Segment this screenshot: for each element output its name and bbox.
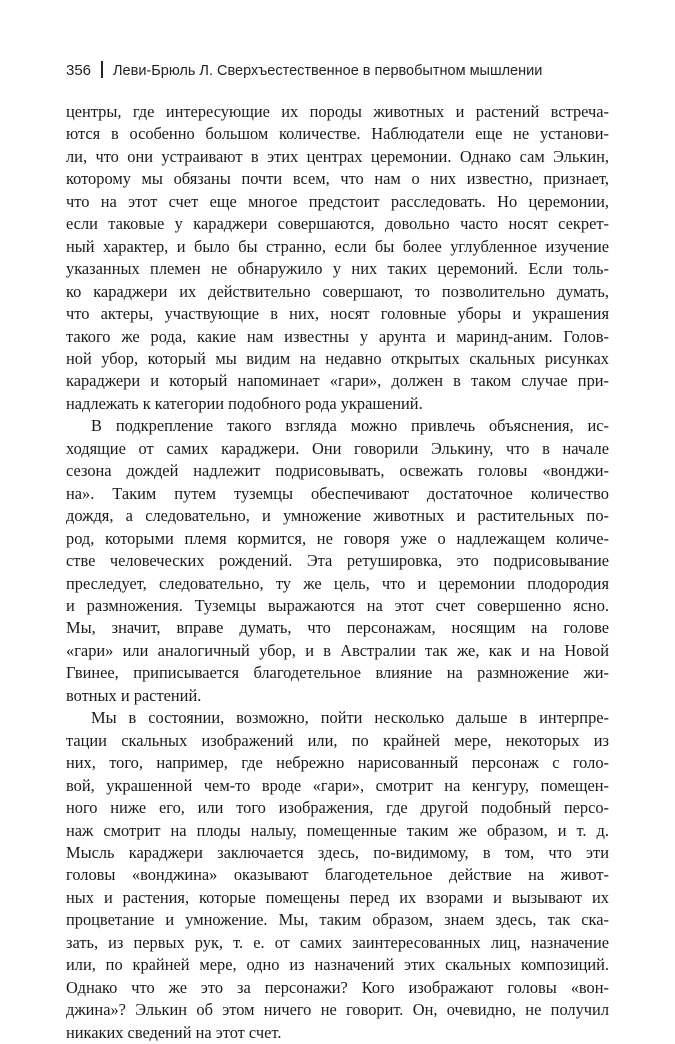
- text-line: ный характер, и было бы странно, если бы более углубленное изучение: [66, 236, 609, 256]
- body-text: [66, 101, 609, 1044]
- text-line: если таковые у караджери совершаются, довольно часто носят секрет-: [66, 214, 609, 234]
- text-line: преследует, следовательно, ту же цель, что и церемонии плодородия: [66, 573, 609, 593]
- text-line: зать, из первых рук, т. е. от самих заинтересованных лиц, назначение: [66, 932, 609, 952]
- text-line: вой, украшенной чем-то вроде «гари», смотрит на кенгуру, помещен-: [66, 775, 609, 795]
- text-line: которому мы обязаны почти всем, что нам о них известно, признает,: [66, 169, 609, 189]
- text-line: Однако что же это за персонажи? Кого изображают головы «вон-: [66, 977, 609, 997]
- text-line: головы «вонджина» оказывают благодетельное действие на живот-: [66, 865, 609, 885]
- text-line: наж смотрит на плоды налыу, помещенные таким же образом, и т. д.: [66, 820, 609, 840]
- text-line: ко караджери их действительно совершают, то позволительно думать,: [66, 281, 609, 301]
- text-line: надлежать к категории подобного рода украшений.: [66, 393, 423, 413]
- text-line: ных и растения, которые помещены перед их взорами и вызывают их: [66, 887, 609, 907]
- page-number: 356: [66, 62, 92, 79]
- text-line: Мы, значит, вправе думать, что персонажам, носящим на голове: [66, 618, 609, 638]
- text-line: вотных и растений.: [66, 685, 202, 705]
- text-line: ются в особенно большом количестве. Наблюдатели еще не установи-: [66, 124, 609, 144]
- text-line: никаких сведений на этот счет.: [66, 1022, 282, 1042]
- text-line: дождя, а следовательно, и умножение животных и растительных по-: [66, 506, 609, 526]
- text-line: джина»? Элькин об этом ничего не говорит. Он, очевидно, не получил: [66, 1000, 609, 1020]
- text-line: на». Таким путем туземцы обеспечивают достаточное количество: [66, 483, 609, 503]
- text-line: что на этот счет еще многое предстоит расследовать. Но церемонии,: [66, 191, 609, 211]
- text-line: караджери и который напоминает «гари», должен в таком случае при-: [66, 371, 609, 391]
- text-line: тации скальных изображений или, по крайней мере, некоторых из: [66, 730, 609, 750]
- text-line: род, которыми племя кормится, не говоря уже о надлежащем количе-: [66, 528, 609, 548]
- text-line: Гвинее, приписывается благодетельное влияние на размножение жи-: [66, 663, 609, 683]
- text-line: ходящие от самих караджери. Они говорили Элькину, что в начале: [66, 438, 609, 458]
- header-separator: [101, 61, 103, 78]
- text-line: них, того, например, где небрежно нарисованный персонаж с голо-: [66, 753, 609, 773]
- text-line: ли, что они устраивают в этих центрах церемонии. Однако сам Элькин,: [66, 146, 609, 166]
- text-line: Мысль караджери заключается здесь, по-видимому, в том, что эти: [66, 842, 609, 862]
- text-line: процветание и умножение. Мы, таким образом, знаем здесь, так ска-: [66, 910, 609, 930]
- text-line: или, по крайней мере, одно из назначений этих скальных композиций.: [66, 955, 609, 975]
- running-title: Леви-Брюль Л. Сверхъестественное в первобытном мышлении: [113, 63, 543, 79]
- text-line: ной убор, который мы видим на недавно открытых скальных рисунках: [66, 348, 609, 368]
- text-line: «гари» или аналогичный убор, и в Австралии так же, как и на Новой: [66, 640, 609, 660]
- text-line: и размножения. Туземцы выражаются на этот счет совершенно ясно.: [66, 595, 609, 615]
- text-line: стве человеческих рождений. Эта ретушировка, это подрисовывание: [66, 551, 609, 571]
- paragraph-2: [66, 415, 609, 707]
- text-line: ного ниже его, или того изображения, где другой подобный персо-: [66, 798, 609, 818]
- running-header: [66, 58, 615, 82]
- text-line: В подкрепление такого взгляда можно привлечь объяснения, ис-: [91, 416, 609, 436]
- paragraph-3: [66, 707, 609, 1044]
- paragraph-1: [66, 101, 609, 415]
- text-line: указанных племен не обнаружило у них таких церемоний. Если толь-: [66, 259, 609, 279]
- text-line: такого же рода, какие нам известны у арунта и маринд-аним. Голов-: [66, 326, 609, 346]
- text-line: Мы в состоянии, возможно, пойти несколько дальше в интерпре-: [91, 708, 609, 728]
- text-line: сезона дождей надлежит подрисовывать, освежать головы «вонджи-: [66, 461, 609, 481]
- text-line: что актеры, участвующие в них, носят головные уборы и украшения: [66, 304, 609, 324]
- text-line: центры, где интересующие их породы животных и растений встреча-: [66, 102, 609, 121]
